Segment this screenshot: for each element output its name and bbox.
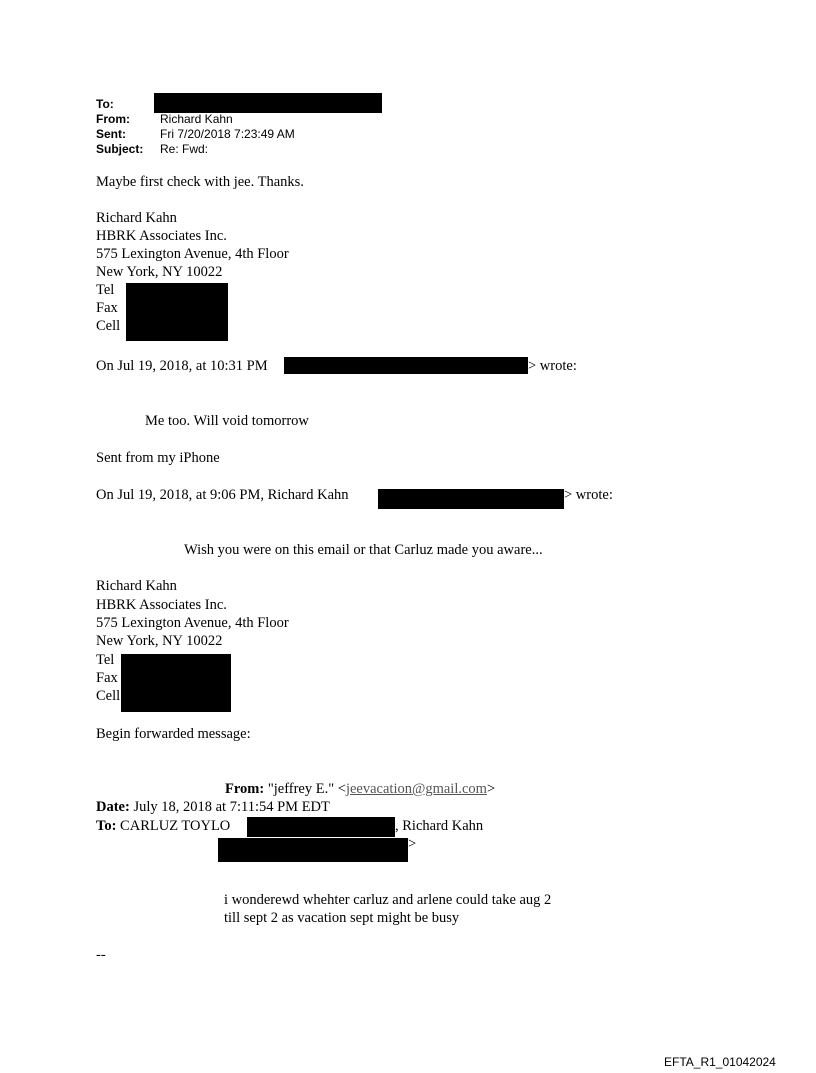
fwd-body-line2: till sept 2 as vacation sept might be busy <box>224 910 460 926</box>
fwd-from-close: > <box>486 781 496 797</box>
signature-address-line1: 575 Lexington Avenue, 4th Floor <box>96 615 289 631</box>
quote2-wrote: > wrote: <box>564 487 613 503</box>
sent-from-iphone: Sent from my iPhone <box>96 450 220 466</box>
document-id: EFTA_R1_01042024 <box>664 1055 776 1069</box>
redacted-phone-numbers <box>126 283 228 341</box>
signature-address-line1: 575 Lexington Avenue, 4th Floor <box>96 246 289 262</box>
fwd-from-label: From: <box>225 781 265 797</box>
quote-body: Me too. Will void tomorrow <box>145 413 309 429</box>
fwd-date-label: Date: <box>96 799 130 815</box>
signature-separator: -- <box>96 947 106 963</box>
sent-value: Fri 7/20/2018 7:23:49 AM <box>160 127 295 141</box>
signature-address-line2: New York, NY 10022 <box>96 633 223 649</box>
fwd-to-label: To: <box>96 818 117 834</box>
signature-fax-label: Fax <box>96 670 118 686</box>
fwd-body-line1: i wonderewd whehter carluz and arlene could take aug 2 <box>224 892 552 908</box>
begin-forwarded-message: Begin forwarded message: <box>96 726 251 742</box>
fwd-from-line <box>225 781 495 798</box>
quote-intro: On Jul 19, 2018, at 10:31 PM <box>96 358 268 374</box>
signature-tel-label: Tel <box>96 282 115 298</box>
fwd-from-name: "jeffrey E." < <box>267 781 346 797</box>
redacted-email <box>378 489 564 509</box>
fwd-to-close: > <box>408 836 417 852</box>
fwd-to-name: CARLUZ TOYLO <box>120 818 231 834</box>
sent-label: Sent: <box>96 127 126 141</box>
fwd-date-line <box>96 799 330 816</box>
message-body: Maybe first check with jee. Thanks. <box>96 174 304 190</box>
subject-label: Subject: <box>96 142 144 156</box>
signature-fax-label: Fax <box>96 300 118 316</box>
signature-cell-label: Cell <box>96 688 121 704</box>
quote-wrote: > wrote: <box>528 358 577 374</box>
signature-name: Richard Kahn <box>96 578 177 594</box>
from-label: From: <box>96 112 130 126</box>
fwd-from-email-link[interactable]: jeevacation@gmail.com <box>345 781 487 797</box>
signature-company: HBRK Associates Inc. <box>96 228 227 244</box>
redacted-email <box>247 817 395 837</box>
redacted-phone-numbers <box>121 654 231 712</box>
redacted-to <box>154 93 382 113</box>
signature-company: HBRK Associates Inc. <box>96 597 227 613</box>
signature-name: Richard Kahn <box>96 210 177 226</box>
signature-cell-label: Cell <box>96 318 121 334</box>
quote2-body: Wish you were on this email or that Carluz made you aware... <box>184 542 543 558</box>
from-value: Richard Kahn <box>160 112 233 126</box>
fwd-to-second: , Richard Kahn <box>395 818 484 834</box>
fwd-date-value: July 18, 2018 at 7:11:54 PM EDT <box>133 799 330 815</box>
signature-tel-label: Tel <box>96 652 115 668</box>
signature-address-line2: New York, NY 10022 <box>96 264 223 280</box>
redacted-email <box>218 838 408 862</box>
fwd-to-line <box>96 818 230 835</box>
quote2-intro: On Jul 19, 2018, at 9:06 PM, Richard Kahn <box>96 487 349 503</box>
to-label: To: <box>96 97 114 111</box>
subject-value: Re: Fwd: <box>160 142 209 156</box>
redacted-email <box>284 357 528 374</box>
